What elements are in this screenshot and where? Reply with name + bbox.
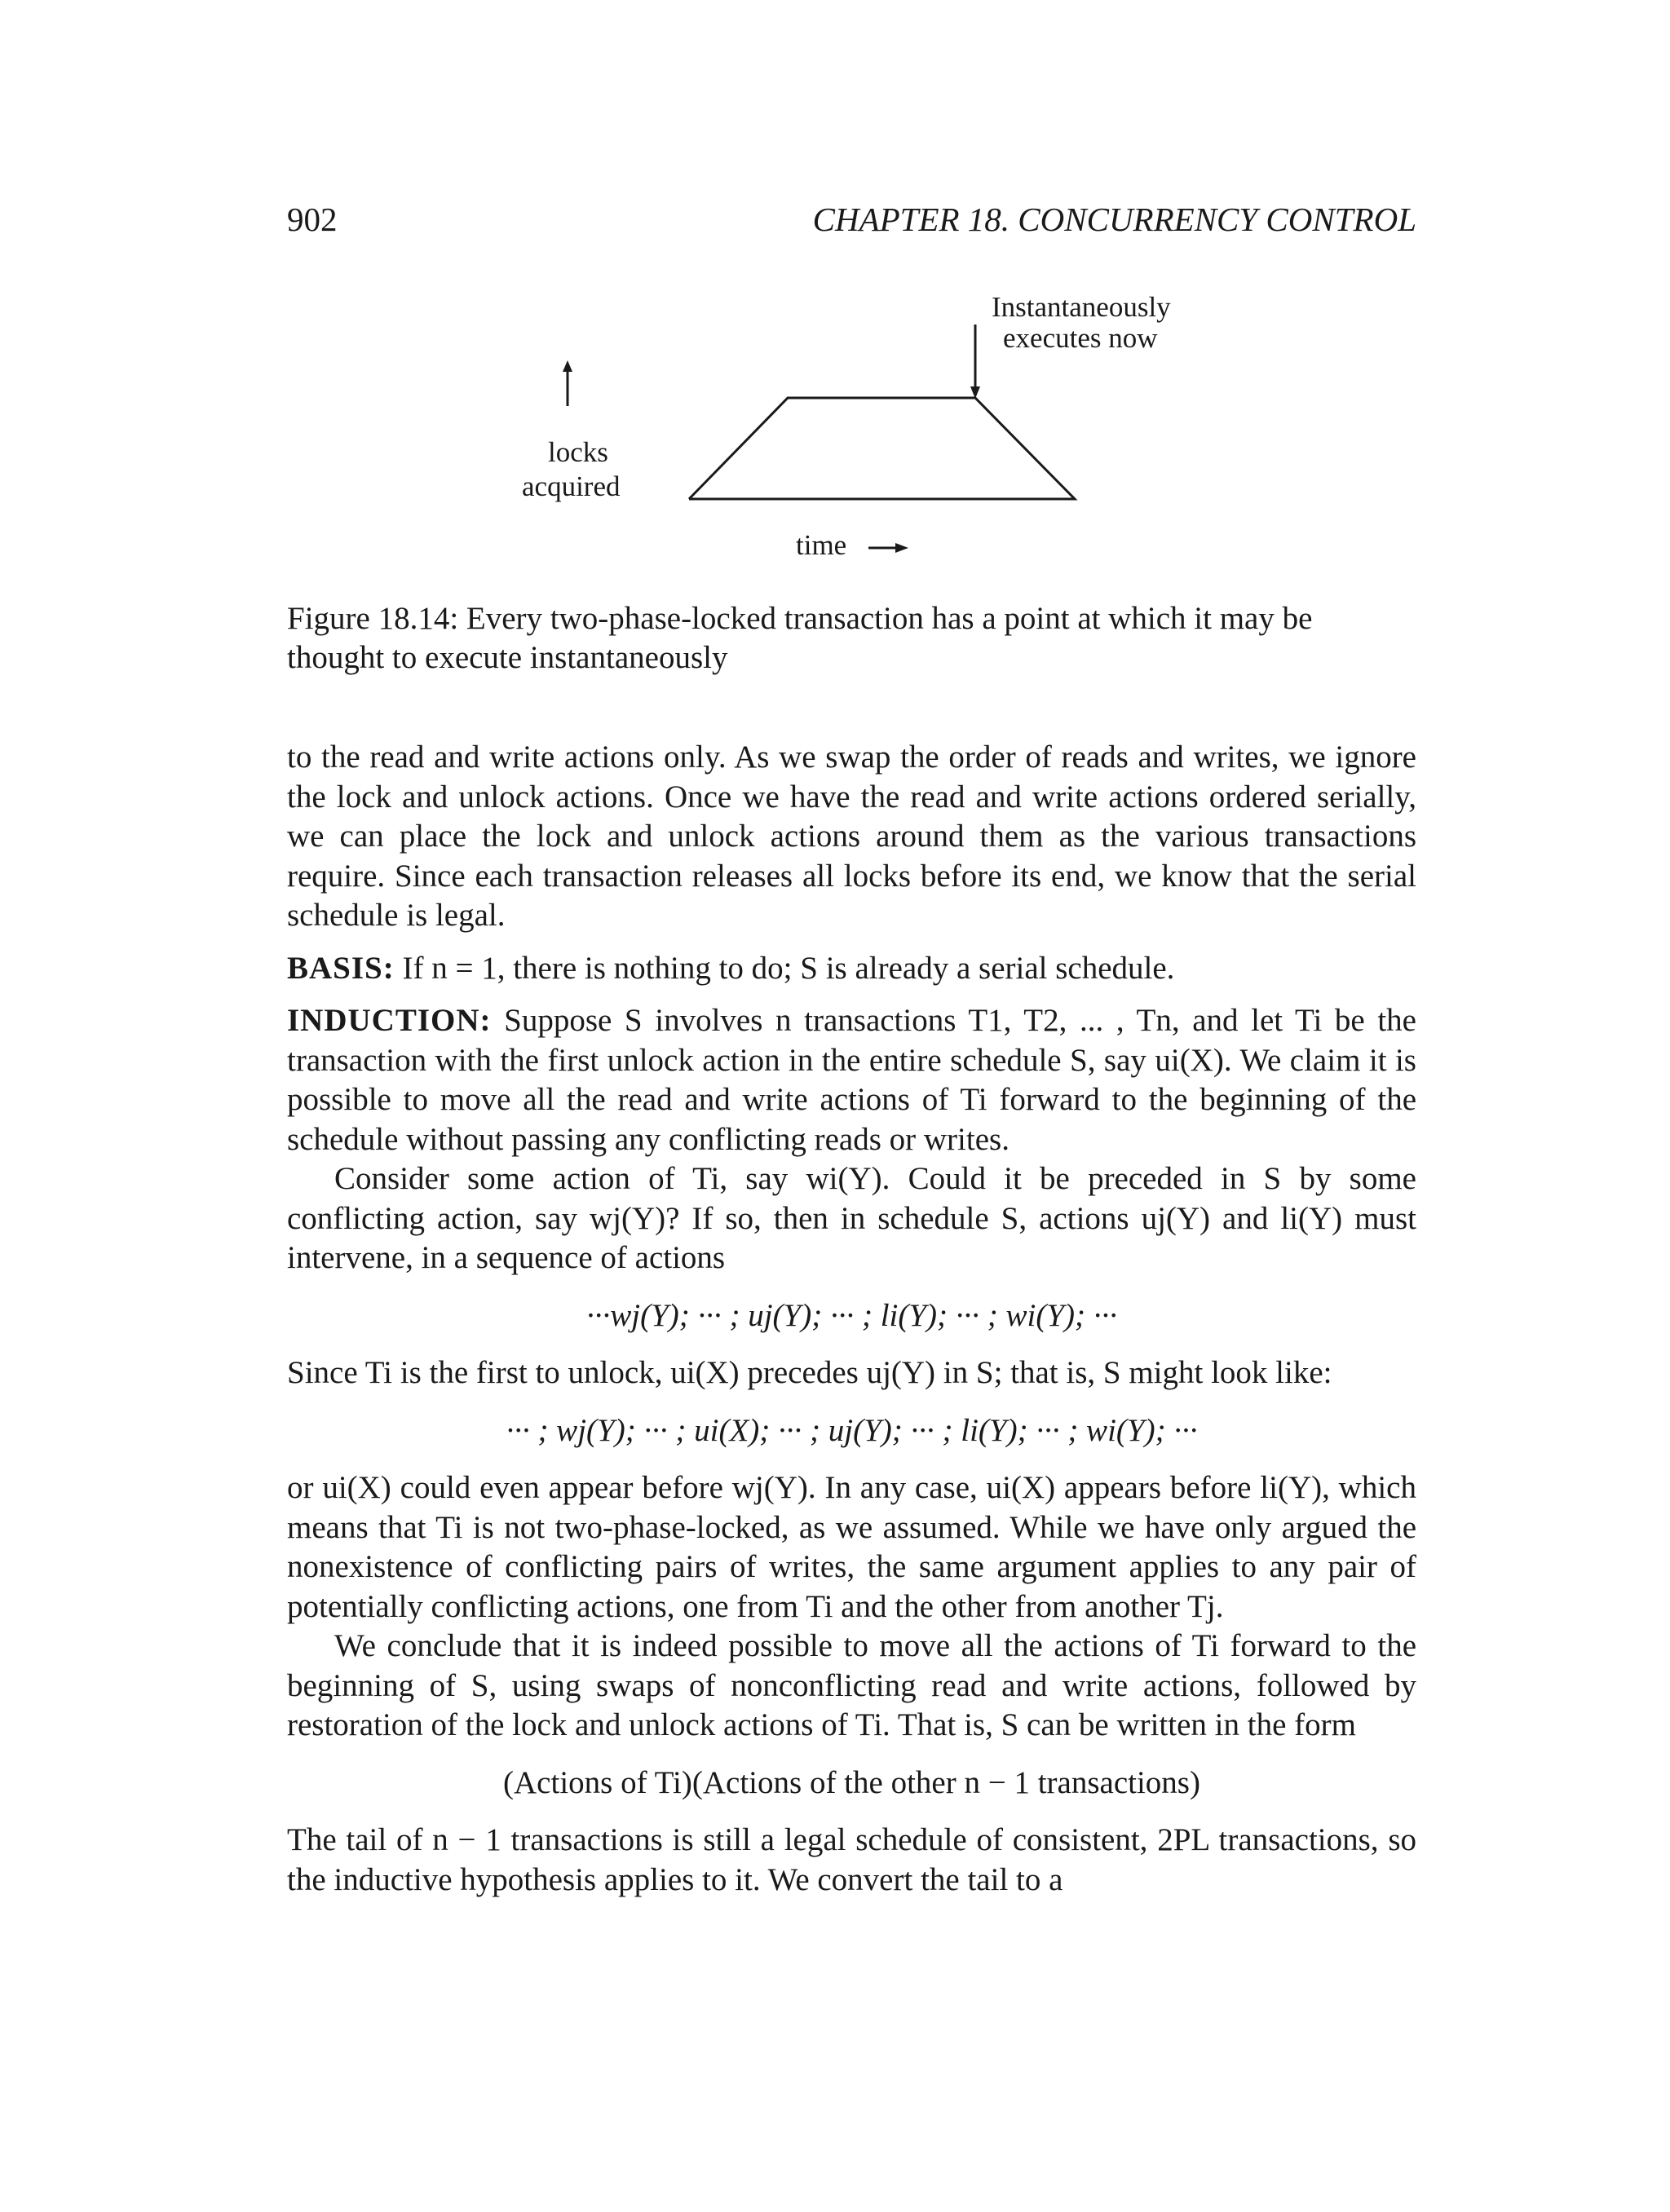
paragraph-induction — [287, 1001, 1416, 1159]
paragraph-conclude: We conclude that it is indeed possible to move all the actions of Ti forward to the beginning of S, using swaps of nonconflicting read and write actions, followed by restoration of the lock and unlock actions of Ti. That is, S can be written in the form — [287, 1628, 1416, 1742]
figure-caption: Figure 18.14: Every two-phase-locked transaction has a point at which it may be thought to execute instantaneously — [287, 601, 1313, 675]
locks-arrow-head — [563, 360, 572, 372]
callout-line2: executes now — [1003, 322, 1158, 354]
paragraph-or: or ui(X) could even appear before wj(Y). In any case, ui(X) appears before li(Y), which means that Ti is not two-phase-locked, as we assumed. While we have only argued the nonexistence of conflicting pairs of writes, the same argument applies to any pair of potentially conflicting actions, one from Ti and the other from another Tj. — [287, 1470, 1416, 1624]
induction-text: Suppose S involves n transactions T1, T2, ... , Tn, and let Ti be the transaction with the first unlock action in the entire schedule S, say ui(X). We claim it is possible to move all the read and write actions of Ti forward to the beginning of the schedule without passing any conflicting reads or writes. — [287, 1003, 1416, 1157]
callout-line1: Instantaneously — [992, 291, 1171, 323]
display-sequence-2: ··· ; wj(Y); ··· ; ui(X); ··· ; uj(Y); ··· ; li(Y); ··· ; wi(Y); ··· — [506, 1412, 1198, 1448]
body-text — [287, 738, 1416, 1900]
y-label-line2: acquired — [522, 470, 621, 502]
paragraph-basis — [287, 949, 1416, 989]
paragraph-tail: The tail of n − 1 transactions is still a legal schedule of consistent, 2PL transactions, so the inductive hypothesis applies to it. We convert the tail to a — [287, 1822, 1416, 1897]
paragraph-since: Since Ti is the first to unlock, ui(X) precedes uj(Y) in S; that is, S might look like: — [287, 1355, 1332, 1390]
display-actions-form: (Actions of Ti)(Actions of the other n − 1 transactions) — [503, 1764, 1200, 1800]
paragraph-intro: to the read and write actions only. As we swap the order of reads and writes, we ignore the lock and unlock actions. Once we have the read and write actions ordered serially, we can place the lock and unlock actions around them as the various transactions require. Since each transaction releases all locks before its end, we know that the serial schedule is legal. — [287, 740, 1416, 933]
basis-label: BASIS: — [287, 950, 395, 986]
induction-label: INDUCTION: — [287, 1003, 492, 1038]
page-number: 902 — [287, 201, 338, 238]
figure-18-14 — [489, 285, 1223, 571]
lock-profile-curve — [689, 398, 1075, 499]
x-label: time — [796, 529, 847, 561]
time-arrow-head — [895, 543, 908, 553]
running-title: CHAPTER 18. CONCURRENCY CONTROL — [812, 201, 1416, 238]
display-sequence-1: ···wj(Y); ··· ; uj(Y); ··· ; li(Y); ··· ; wi(Y); ··· — [585, 1297, 1118, 1333]
paragraph-consider: Consider some action of Ti, say wi(Y). Could it be preceded in S by some conflicting action, say wj(Y)? If so, then in schedule S, actions uj(Y) and li(Y) must intervene, in a sequence of actions — [287, 1161, 1416, 1275]
basis-text: If n = 1, there is nothing to do; S is already a serial schedule. — [402, 950, 1175, 986]
y-label-line1: locks — [548, 436, 608, 468]
page-header — [287, 200, 1416, 249]
